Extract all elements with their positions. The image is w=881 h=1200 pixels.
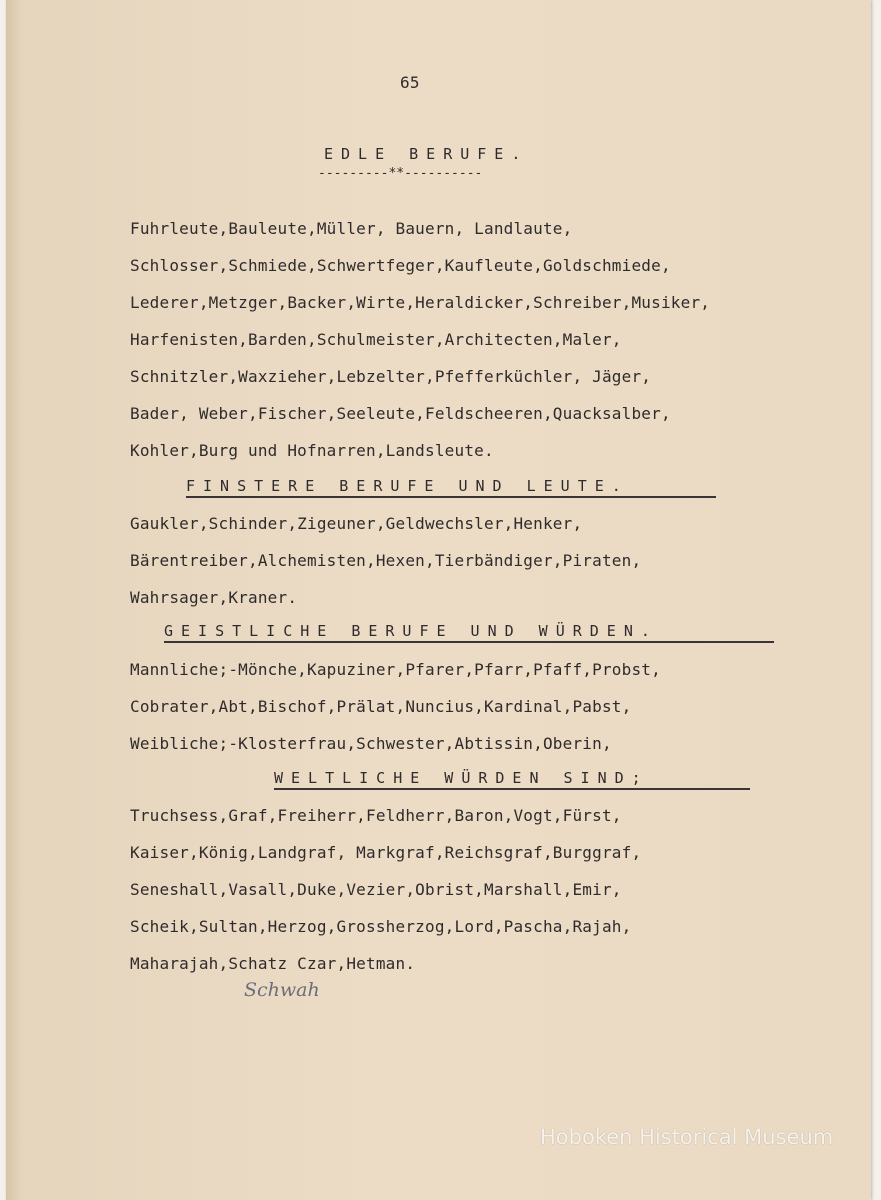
text-line: Scheik,Sultan,Herzog,Grossherzog,Lord,Pascha,Rajah, [130, 917, 632, 936]
page-edge [6, 0, 22, 1200]
text-line: Seneshall,Vasall,Duke,Vezier,Obrist,Marshall,Emir, [130, 880, 622, 899]
text-line: Cobrater,Abt,Bischof,Prälat,Nuncius,Kardinal,Pabst, [130, 697, 632, 716]
heading-weltliche-wuerden: WELTLICHE WÜRDEN SIND; [274, 769, 750, 790]
text-line: Weibliche;-Klosterfrau,Schwester,Abtissin,Oberin, [130, 734, 612, 753]
heading-edle-berufe: EDLE BERUFE. [324, 145, 529, 163]
museum-watermark: Hoboken Historical Museum [540, 1125, 834, 1149]
text-line: Truchsess,Graf,Freiherr,Feldherr,Baron,Vogt,Fürst, [130, 806, 622, 825]
text-line: Kaiser,König,Landgraf, Markgraf,Reichsgraf,Burggraf, [130, 843, 642, 862]
text-line: Lederer,Metzger,Backer,Wirte,Heraldicker,Schreiber,Musiker, [130, 293, 711, 312]
text-line: Bader, Weber,Fischer,Seeleute,Feldscheeren,Quacksalber, [130, 404, 671, 423]
text-line: Schnitzler,Waxzieher,Lebzelter,Pfefferküchler, Jäger, [130, 367, 652, 386]
handwritten-note: Schwah [244, 979, 320, 1001]
document-page [6, 0, 871, 1200]
text-line: Kohler,Burg und Hofnarren,Landsleute. [130, 441, 494, 460]
heading-finstere-berufe: FINSTERE BERUFE UND LEUTE. [186, 477, 716, 498]
text-line: Gaukler,Schinder,Zigeuner,Geldwechsler,Henker, [130, 514, 583, 533]
text-line: Schlosser,Schmiede,Schwertfeger,Kaufleute,Goldschmiede, [130, 256, 671, 275]
text-line: Harfenisten,Barden,Schulmeister,Architecten,Maler, [130, 330, 622, 349]
page-number: 65 [400, 73, 420, 92]
text-line: Mannliche;-Mönche,Kapuziner,Pfarer,Pfarr,Pfaff,Probst, [130, 660, 661, 679]
heading-geistliche-berufe: GEISTLICHE BERUFE UND WÜRDEN. [164, 622, 774, 643]
text-line: Bärentreiber,Alchemisten,Hexen,Tierbändiger,Piraten, [130, 551, 642, 570]
text-line: Maharajah,Schatz Czar,Hetman. [130, 954, 416, 973]
text-line: Fuhrleute,Bauleute,Müller, Bauern, Landlaute, [130, 219, 573, 238]
heading-rule: ---------**---------- [318, 166, 483, 181]
text-line: Wahrsager,Kraner. [130, 588, 298, 607]
